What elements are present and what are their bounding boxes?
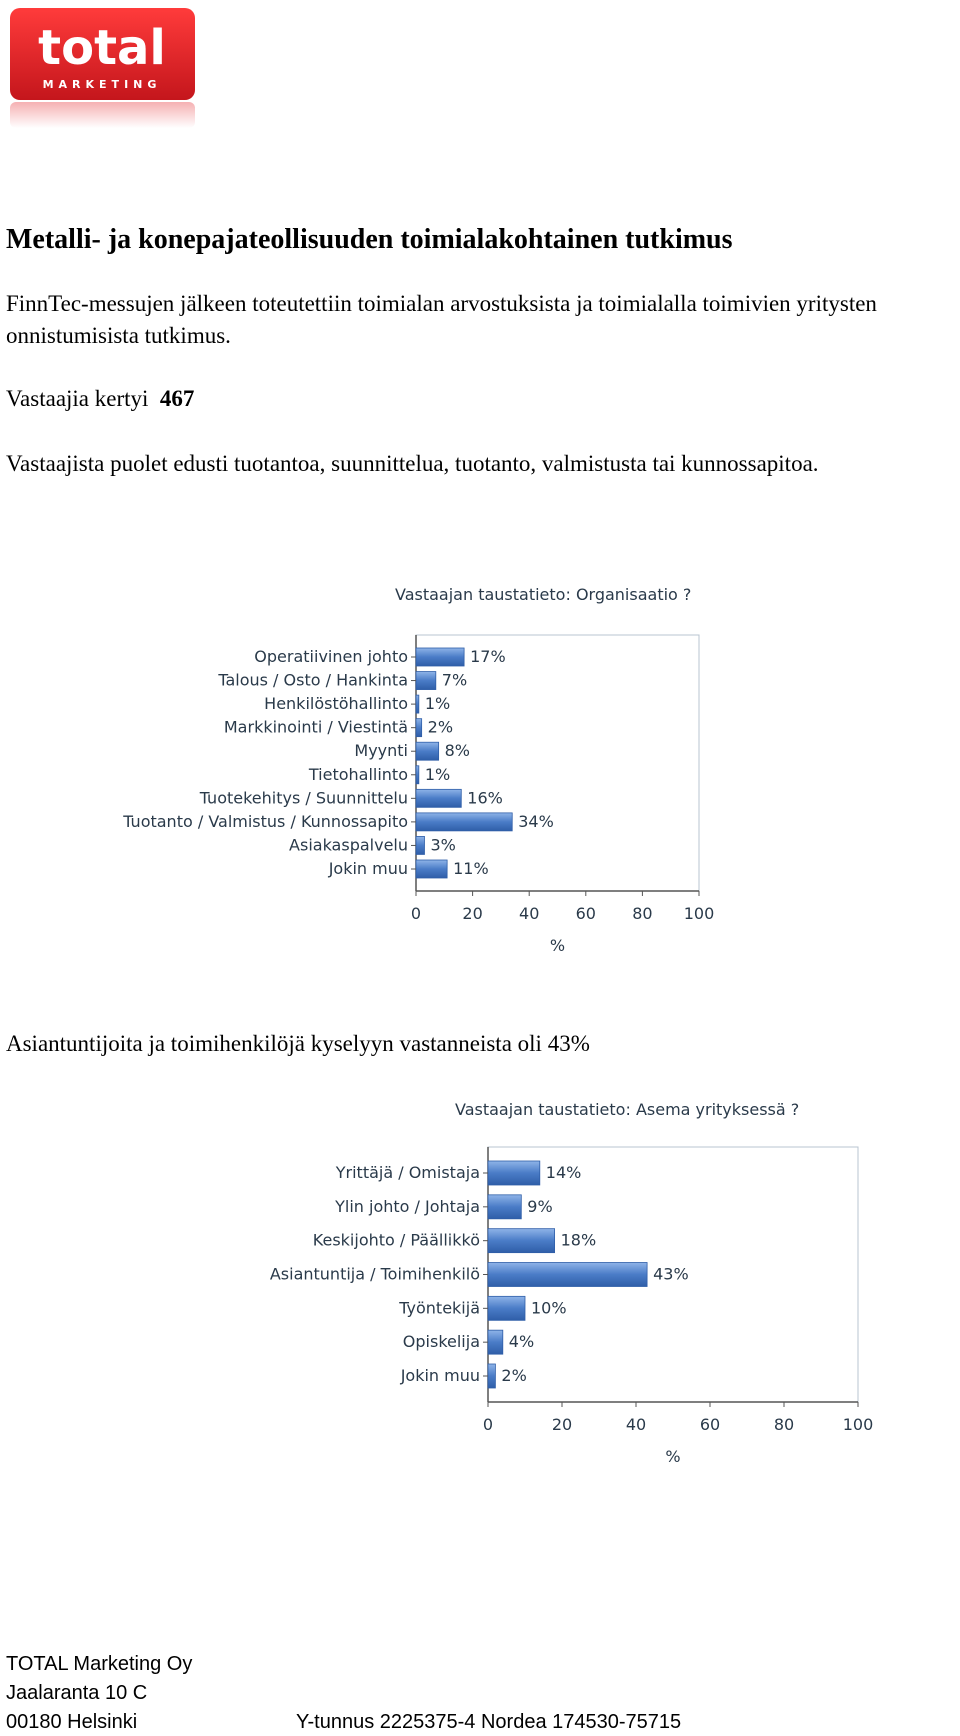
- value-label: 9%: [527, 1196, 553, 1216]
- x-tick-label: 40: [519, 904, 540, 923]
- logo-sub: MARKETING: [42, 78, 162, 91]
- value-label: 43%: [653, 1264, 689, 1284]
- position-chart: [120, 1090, 900, 1510]
- organisation-chart: [40, 575, 760, 995]
- value-label: 3%: [430, 835, 456, 855]
- intro-paragraph: FinnTec-messujen jälkeen toteutettiin toimialan arvostuksista ja toimialalla toimivien yritysten onnistumisista tutkimus.: [6, 291, 877, 348]
- total-marketing-logo: [10, 8, 195, 128]
- x-tick-label: 80: [632, 904, 653, 923]
- category-label: Operatiivinen johto: [254, 647, 408, 666]
- value-label: 2%: [427, 717, 454, 737]
- category-label: Yrittäjä / Omistaja: [335, 1163, 480, 1182]
- bar: [416, 695, 419, 713]
- value-label: 10%: [531, 1298, 567, 1318]
- category-label: Työntekijä: [399, 1298, 480, 1318]
- x-tick-label: 20: [462, 904, 483, 923]
- chart-title: Vastaajan taustatieto: Organisaatio ?: [395, 585, 692, 604]
- logo-word: total: [38, 20, 166, 76]
- x-tick-label: 0: [482, 1415, 494, 1434]
- category-label: Myynti: [354, 741, 408, 761]
- category-label: Tuotekehitys / Suunnittelu: [199, 788, 408, 808]
- value-label: 14%: [545, 1163, 582, 1182]
- bar: [416, 719, 422, 737]
- category-label: Jokin muu: [328, 859, 408, 878]
- footer-ids: Y-tunnus 2225375-4 Nordea 174530-75715: [296, 1711, 682, 1733]
- category-label: Markkinointi / Viestintä: [223, 717, 408, 737]
- bar: [416, 836, 424, 854]
- value-label: 16%: [467, 788, 503, 808]
- footer-city: 00180 Helsinki: [6, 1711, 138, 1733]
- bar: [416, 648, 464, 666]
- respondents-count: 467: [159, 386, 195, 411]
- experts-paragraph: Asiantuntijoita ja toimihenkilöjä kyselyyn vastanneista oli 43%: [6, 1031, 590, 1056]
- bar: [488, 1263, 647, 1287]
- bar: [488, 1229, 555, 1253]
- bar: [488, 1161, 540, 1185]
- half-paragraph: Vastaajista puolet edusti tuotantoa, suunnittelua, tuotanto, valmistusta tai kunnossapitoa.: [6, 451, 819, 476]
- value-label: 1%: [424, 694, 451, 714]
- value-label: 34%: [518, 811, 554, 831]
- category-label: Keskijohto / Päällikkö: [312, 1230, 480, 1250]
- footer-street: Jaalaranta 10 C: [6, 1682, 148, 1704]
- value-label: 7%: [441, 670, 468, 690]
- bar: [488, 1330, 503, 1354]
- bar: [488, 1195, 521, 1219]
- x-axis-label: %: [549, 936, 566, 955]
- value-label: 17%: [470, 647, 506, 666]
- value-label: 4%: [508, 1332, 535, 1352]
- category-label: Jokin muu: [400, 1366, 480, 1385]
- page-title: Metalli- ja konepajateollisuuden toimialakohtainen tutkimus: [6, 224, 733, 255]
- value-label: 11%: [453, 859, 489, 878]
- x-tick-label: 100: [683, 904, 715, 923]
- category-label: Ylin johto / Johtaja: [335, 1196, 480, 1216]
- value-label: 1%: [424, 764, 451, 784]
- x-tick-label: 60: [699, 1415, 721, 1434]
- category-label: Asiantuntija / Toimihenkilö: [269, 1264, 480, 1284]
- category-label: Talous / Osto / Hankinta: [218, 670, 408, 690]
- x-tick-label: 100: [842, 1415, 874, 1434]
- value-label: 8%: [444, 741, 471, 761]
- x-tick-label: 20: [551, 1415, 573, 1434]
- category-label: Tuotanto / Valmistus / Kunnossapito: [123, 811, 408, 831]
- bar: [416, 860, 447, 878]
- category-label: Opiskelija: [402, 1332, 480, 1352]
- category-label: Asiakaspalvelu: [289, 835, 408, 855]
- bar: [488, 1364, 495, 1388]
- x-tick-label: 80: [773, 1415, 795, 1434]
- respondents-line: [6, 383, 956, 415]
- x-axis-label: %: [665, 1447, 681, 1466]
- bar: [416, 813, 512, 831]
- value-label: 2%: [501, 1366, 527, 1385]
- bar: [416, 672, 436, 690]
- x-tick-label: 40: [625, 1415, 647, 1434]
- bar: [416, 742, 439, 760]
- x-tick-label: 60: [575, 904, 596, 923]
- bar: [488, 1296, 525, 1320]
- chart-title: Vastaajan taustatieto: Asema yrityksessä ?: [455, 1100, 800, 1119]
- respondents-label: Vastaajia kertyi: [6, 386, 149, 411]
- category-label: Henkilöstöhallinto: [264, 694, 408, 714]
- bar: [416, 766, 419, 784]
- x-tick-label: 0: [410, 904, 422, 923]
- footer-company: TOTAL Marketing Oy: [6, 1653, 193, 1675]
- bar: [416, 789, 461, 807]
- category-label: Tietohallinto: [308, 764, 408, 784]
- value-label: 18%: [560, 1230, 597, 1250]
